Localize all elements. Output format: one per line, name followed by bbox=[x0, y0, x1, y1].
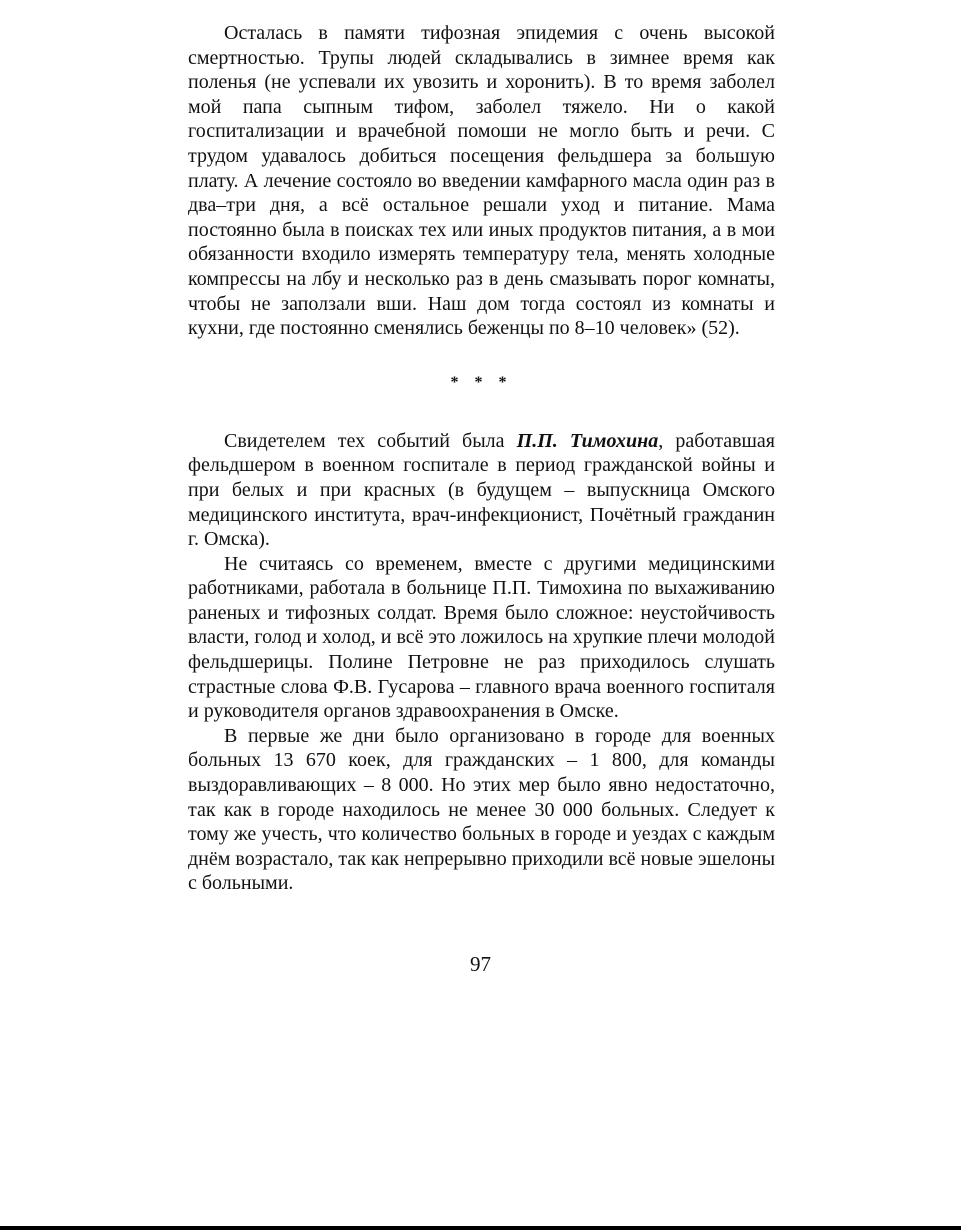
page-text-column bbox=[188, 21, 775, 896]
paragraph-bed-counts: В первые же дни было организовано в городе для военных больных 13 670 коек, для гражданских – 1 800, для команды выздоравливающих – 8 000. Но этих мер было явно недостаточно, так как в городе находилось не менее 30 000 больных. Следует к тому же учесть, что количество больных в городе и уездах с каждым днём возрастало, так как непрерывно приходили всё новые эшелоны с больными. bbox=[188, 724, 775, 895]
person-name-emphasis: П.П. Тимохина bbox=[516, 429, 659, 452]
section-separator: * * * bbox=[450, 373, 513, 391]
scan-bottom-edge bbox=[0, 1226, 961, 1230]
paragraph-memoir-quote: Осталась в памяти тифозная эпидемия с очень высокой смертностью. Трупы людей складывались в зимнее время как поленья (не успевали их увозить и хоронить). В то время заболел мой папа сыпным тифом, заболел тяжело. Ни о какой госпитализации и врачебной помоши не могло быть и речи. С трудом удавалось добиться посещения фельдшера за большую плату. А лечение состояло во введении камфарного масла один раз в два–три дня, а всё остальное решали уход и питание. Мама постоянно была в поисках тех или иных продуктов питания, а в мои обязанности входило измерять температуру тела, менять холодные компрессы на лбу и несколько раз в день смазывать порог комнаты, чтобы не заползали вши. Наш дом тогда состоял из комнаты и кухни, где постоянно сменялись беженцы по 8–10 человек» (52). bbox=[188, 22, 775, 340]
paragraph-hospital-work: Не считаясь со временем, вместе с другими медицинскими работниками, работала в больнице П.П. Тимохина по выхаживанию раненых и тифозных солдат. Время было сложное: неустойчивость власти, голод и холод, и всё это ложилось на хрупкие плечи молодой фельдшерицы. Полине Петровне не раз приходилось слушать страстные слова Ф.В. Гусарова – главного врача военного госпиталя и руководителя органов здравоохранения в Омске. bbox=[188, 552, 775, 723]
paragraph-timokhina-intro-rest: , работавшая фельдшером в военном госпитале в период гражданской войны и при белых и при красных (в будущем – выпускница Омского медицинского института, врач-инфекционист, Почётный гражданин г. Омска). bbox=[188, 429, 775, 551]
paragraph-timokhina-intro bbox=[188, 429, 775, 552]
paragraph-timokhina-intro-lead: Свидетелем тех событий была bbox=[224, 429, 517, 452]
page-number: 97 bbox=[470, 952, 491, 976]
